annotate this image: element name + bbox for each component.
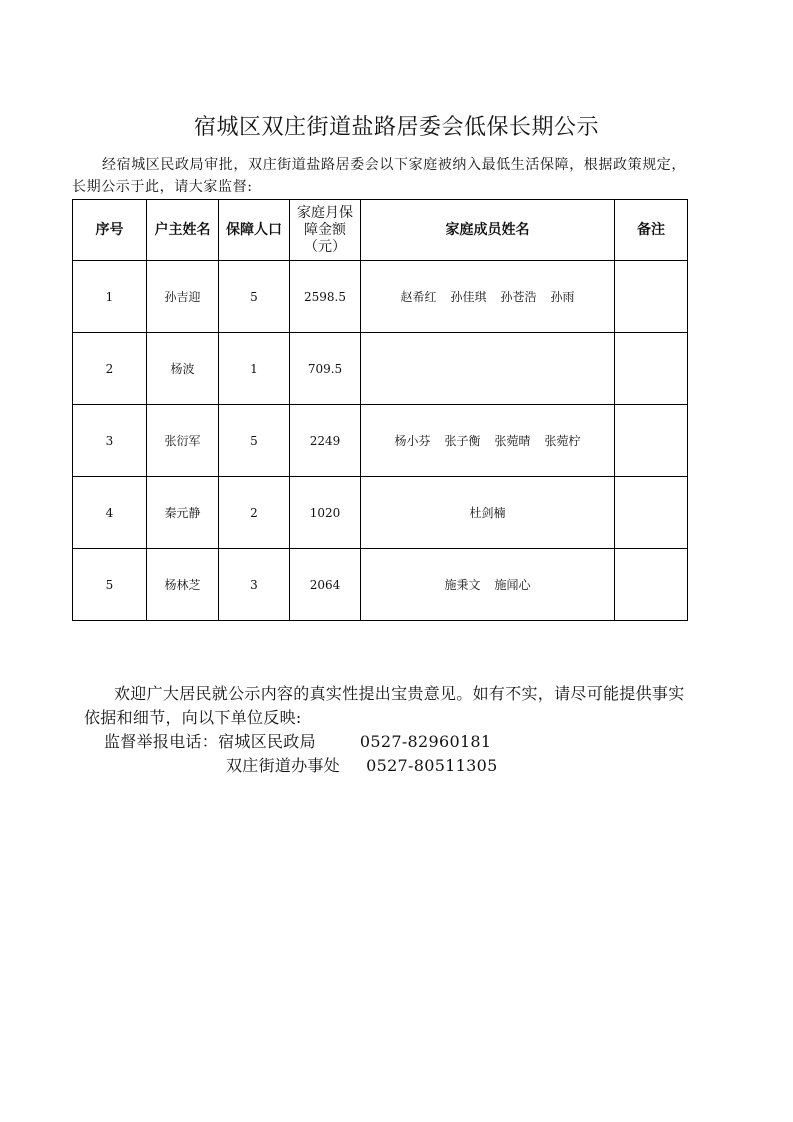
family-member-name: 孙雨 <box>550 290 575 304</box>
header-covered-people: 保障人口 <box>219 200 290 261</box>
feedback-paragraph: 欢迎广大居民就公示内容的真实性提出宝贵意见。如有不实，请尽可能提供事实依据和细节，向以下单位反映: <box>84 684 685 727</box>
subsistence-allowance-table <box>72 199 688 621</box>
header-amount-line: 障金额 <box>304 221 346 238</box>
cell-seq: 1 <box>73 261 147 333</box>
header-monthly-amount <box>290 200 361 261</box>
cell-seq: 5 <box>73 549 147 621</box>
family-member-name: 施闻心 <box>494 578 531 592</box>
cell-monthly-amount: 709.5 <box>290 333 361 405</box>
cell-family-members <box>361 477 615 549</box>
cell-note <box>615 477 688 549</box>
cell-family-members <box>361 261 615 333</box>
family-member-name: 张子衡 <box>444 434 481 448</box>
hotline-line-1 <box>84 730 694 754</box>
cell-seq: 2 <box>73 333 147 405</box>
header-amount-line: （元） <box>304 238 346 255</box>
table-row <box>73 549 688 621</box>
hotline-label: 监督举报电话： <box>104 732 219 751</box>
table-row <box>73 477 688 549</box>
cell-monthly-amount: 2064 <box>290 549 361 621</box>
cell-monthly-amount: 1020 <box>290 477 361 549</box>
header-seq: 序号 <box>73 200 147 261</box>
page-title: 宿城区双庄街道盐路居委会低保长期公示 <box>193 115 599 140</box>
family-member-name: 杨小芬 <box>394 434 431 448</box>
cell-covered-people: 5 <box>219 261 290 333</box>
cell-note <box>615 405 688 477</box>
table-row <box>73 405 688 477</box>
cell-covered-people: 3 <box>219 549 290 621</box>
cell-household-head: 秦元静 <box>147 477 219 549</box>
cell-household-head: 张衍军 <box>147 405 219 477</box>
family-member-name: 张菀晴 <box>494 434 531 448</box>
header-amount-line: 家庭月保 <box>297 204 353 221</box>
cell-family-members <box>361 405 615 477</box>
family-member-name: 赵希红 <box>400 290 437 304</box>
cell-household-head: 杨波 <box>147 333 219 405</box>
cell-monthly-amount: 2249 <box>290 405 361 477</box>
header-note: 备注 <box>615 200 688 261</box>
family-member-name: 张菀柠 <box>544 434 581 448</box>
hotline-phone: 0527-80511305 <box>366 756 498 775</box>
table-row <box>73 333 688 405</box>
hotline-org: 双庄街道办事处 <box>226 756 341 775</box>
hotline-phone: 0527-82960181 <box>359 732 492 751</box>
table-header-row <box>73 200 688 261</box>
cell-family-members <box>361 333 615 405</box>
family-member-name: 孙佳琪 <box>450 290 487 304</box>
hotline-line-2 <box>84 754 694 778</box>
cell-household-head: 孙吉迎 <box>147 261 219 333</box>
header-household-head: 户主姓名 <box>147 200 219 261</box>
intro-paragraph: 经宿城区民政局审批，双庄街道盐路居委会以下家庭被纳入最低生活保障，根据政策规定，长期公示于此，请大家监督: <box>72 157 686 195</box>
cell-note <box>615 261 688 333</box>
cell-covered-people: 1 <box>219 333 290 405</box>
supervision-footer <box>84 682 694 778</box>
cell-family-members <box>361 549 615 621</box>
family-member-name: 施秉文 <box>444 578 481 592</box>
family-member-name: 杜剑楠 <box>469 506 506 520</box>
header-family-members: 家庭成员姓名 <box>361 200 615 261</box>
cell-note <box>615 549 688 621</box>
cell-monthly-amount: 2598.5 <box>290 261 361 333</box>
cell-note <box>615 333 688 405</box>
cell-seq: 3 <box>73 405 147 477</box>
cell-covered-people: 2 <box>219 477 290 549</box>
cell-seq: 4 <box>73 477 147 549</box>
family-member-name: 孙苍浩 <box>500 290 537 304</box>
cell-household-head: 杨林芝 <box>147 549 219 621</box>
table-row <box>73 261 688 333</box>
hotline-org: 宿城区民政局 <box>218 732 316 751</box>
cell-covered-people: 5 <box>219 405 290 477</box>
